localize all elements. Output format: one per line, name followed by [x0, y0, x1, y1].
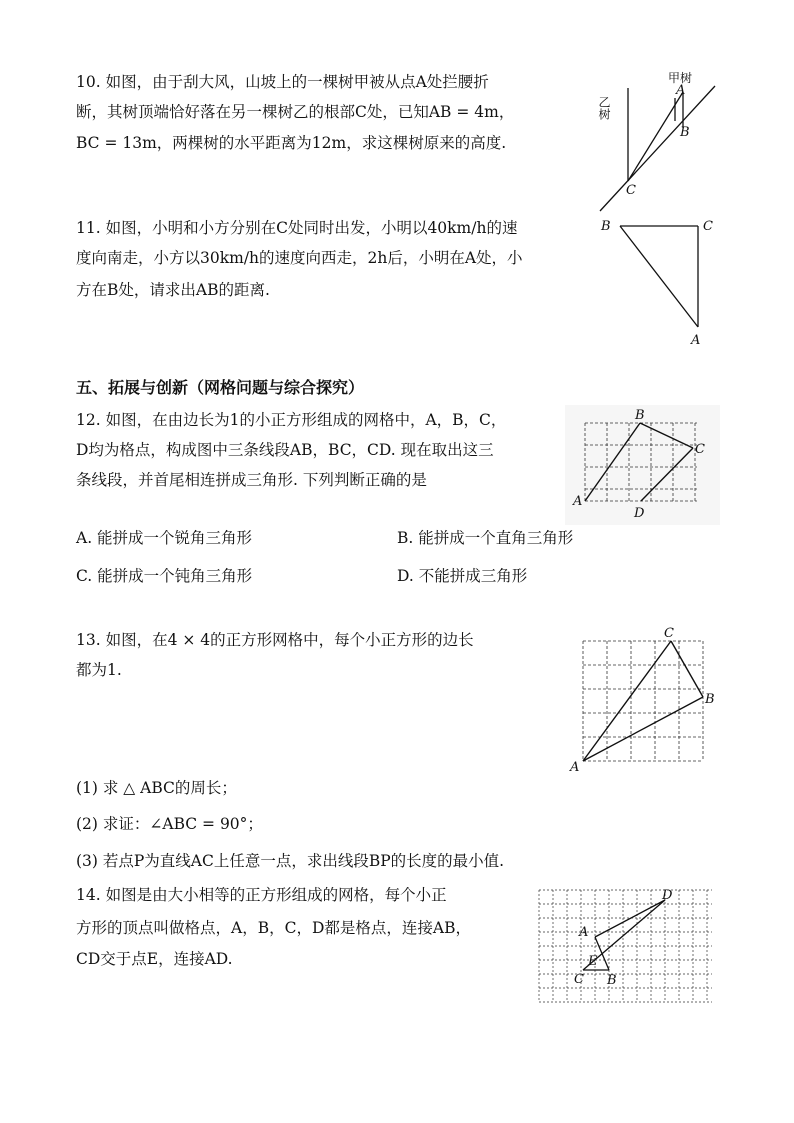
- q11-side-ab: [620, 226, 698, 327]
- q13-segment-cb: [671, 641, 703, 697]
- q11-line-1: 11. 如图，小明和小方分别在C处同时出发，小明以40km/h的速: [76, 219, 518, 237]
- q14-grid: [539, 890, 712, 1002]
- q10-label-C: C: [626, 183, 636, 198]
- q11-label-B: B: [601, 219, 611, 234]
- q13-segment-ac: [583, 641, 671, 761]
- q11-figure: [595, 214, 720, 349]
- q10-label-tree-jia: 甲树: [668, 71, 693, 85]
- q14-label-E: E: [588, 954, 598, 969]
- q14-label-B: B: [607, 973, 617, 988]
- q11-label-A: A: [691, 333, 701, 348]
- q10-label-B: B: [680, 125, 690, 140]
- q13-part-2: (2) 求证：∠ABC = 90°；: [76, 815, 263, 833]
- q13-label-A: A: [570, 760, 580, 775]
- q13-line-1: 13. 如图，在4 × 4的正方形网格中，每个小正方形的边长: [76, 631, 474, 649]
- q11-label-C: C: [703, 219, 713, 234]
- q10-line-2: 断，其树顶端恰好落在另一棵树乙的根部C处，已知AB = 4m，: [76, 103, 515, 121]
- q11-line-2: 度向南走，小方以30km/h的速度向西走，2h后，小明在A处，小: [76, 249, 523, 267]
- q12-figure: [565, 405, 720, 525]
- q12-option-a: A. 能拼成一个锐角三角形: [76, 529, 253, 547]
- q12-label-D: D: [634, 506, 645, 521]
- q13-label-C: C: [664, 626, 674, 641]
- q13-label-B: B: [705, 692, 715, 707]
- q14-label-D: D: [662, 888, 673, 903]
- q12-option-b: B. 能拼成一个直角三角形: [397, 529, 574, 547]
- section5-title: 五、拓展与创新（网格问题与综合探究）: [76, 378, 365, 397]
- q12-option-d: D. 不能拼成三角形: [397, 567, 528, 585]
- q12-option-c: C. 能拼成一个钝角三角形: [76, 567, 253, 585]
- q14-line-2: 方形的顶点叫做格点，A，B，C，D都是格点，连接AB，: [76, 919, 471, 937]
- q12-line-2: D均为格点，构成图中三条线段AB，BC，CD. 现在取出这三: [76, 441, 494, 459]
- q13-line-2: 都为1.: [76, 661, 122, 679]
- q10-line-3: BC = 13m，两棵树的水平距离为12m，求这棵树原来的高度.: [76, 134, 507, 152]
- q12-label-B: B: [635, 408, 645, 423]
- q13-segment-ba: [583, 697, 703, 761]
- q12-label-C: C: [695, 442, 705, 457]
- q13-part-3: (3) 若点P为直线AC上任意一点，求出线段BP的长度的最小值.: [76, 852, 505, 870]
- q10-label-tree-yi: 乙树: [597, 96, 611, 120]
- q11-line-3: 方在B处，请求出AB的距离.: [76, 281, 270, 299]
- q14-segment-ad: [595, 900, 665, 937]
- q10-line-1: 10. 如图，由于刮大风，山坡上的一棵树甲被从点A处拦腰折: [76, 73, 489, 91]
- q12-line-3: 条线段，并首尾相连拼成三角形. 下列判断正确的是: [76, 471, 427, 489]
- q10-slope-line: [600, 86, 715, 211]
- q14-line-3: CD交于点E，连接AD.: [76, 950, 233, 968]
- q14-label-C: C: [574, 972, 584, 987]
- q14-label-A: A: [579, 925, 589, 940]
- q13-part-1: (1) 求 △ ABC的周长；: [76, 779, 237, 797]
- q13-figure: [568, 626, 718, 776]
- q13-grid: [583, 641, 703, 761]
- q10-label-A: A: [676, 83, 686, 98]
- q14-figure: [534, 885, 719, 1010]
- q10-figure: [590, 66, 720, 216]
- q12-line-1: 12. 如图，在由边长为1的小正方形组成的网格中，A，B，C，: [76, 411, 507, 429]
- q14-line-1: 14. 如图是由大小相等的正方形组成的网格，每个小正: [76, 886, 447, 904]
- q12-label-A: A: [573, 494, 583, 509]
